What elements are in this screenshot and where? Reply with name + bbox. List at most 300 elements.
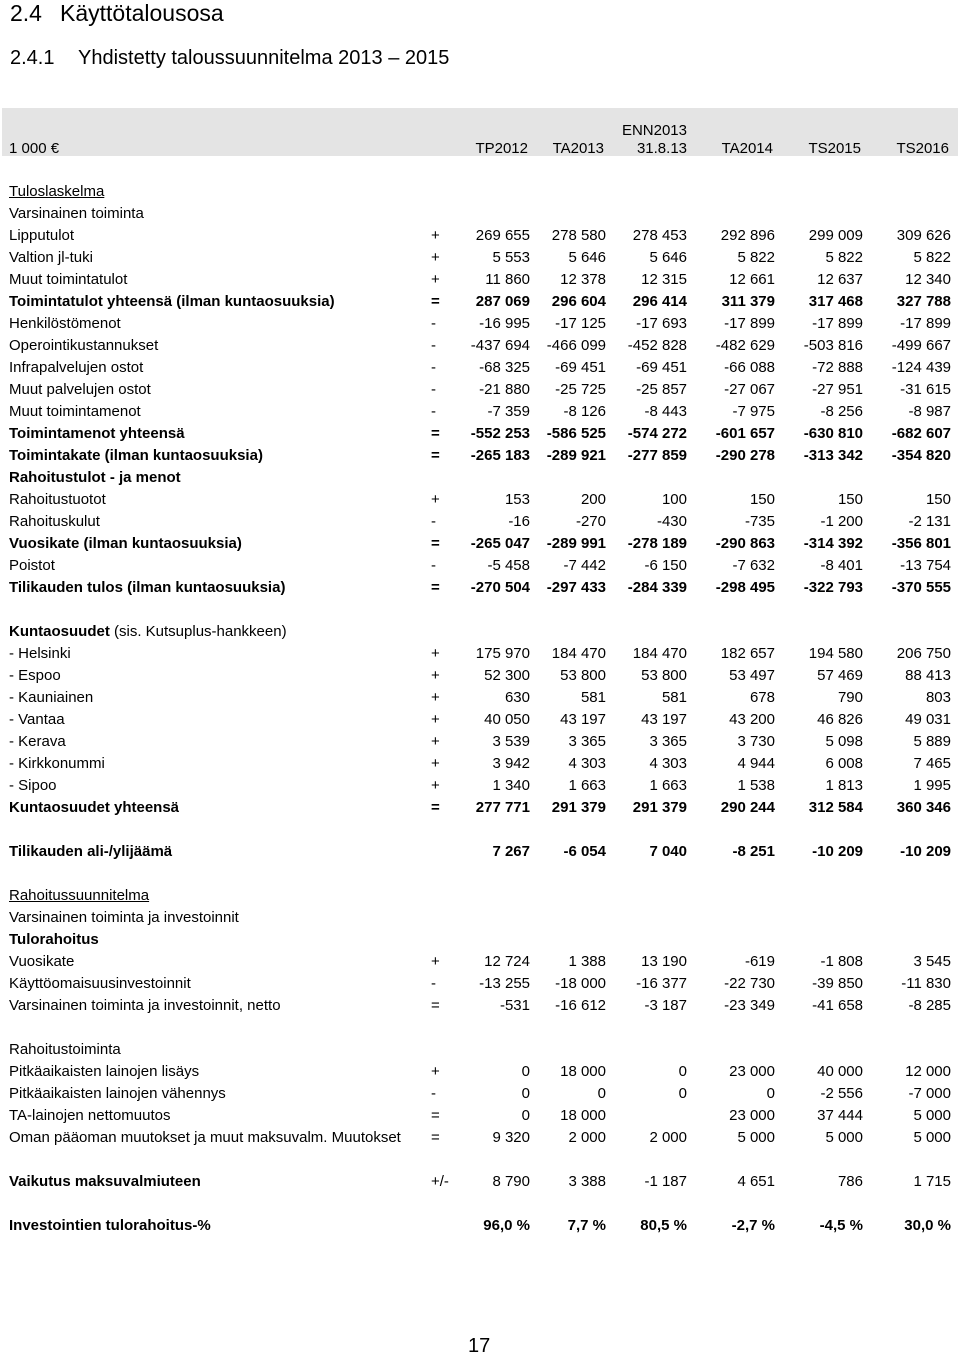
table-row xyxy=(0,1171,960,1193)
row-value: 3 730 xyxy=(737,733,775,750)
row-value: 150 xyxy=(749,491,775,508)
row-value: -277 859 xyxy=(627,447,687,464)
row-operator: - xyxy=(431,337,436,354)
row-value: 7,7 % xyxy=(567,1217,606,1234)
row-label xyxy=(9,247,93,269)
row-value: 278 580 xyxy=(551,227,606,244)
col-header-ts2015: TS2015 xyxy=(808,140,861,157)
row-value: 184 470 xyxy=(632,645,687,662)
row-value: 3 539 xyxy=(492,733,530,750)
row-value: -482 629 xyxy=(715,337,775,354)
row-value: -27 067 xyxy=(724,381,775,398)
row-value: 0 xyxy=(521,1063,530,1080)
row-value: 182 657 xyxy=(720,645,775,662)
row-value: -17 899 xyxy=(724,315,775,332)
row-value: -552 253 xyxy=(470,425,530,442)
row-value: -682 607 xyxy=(891,425,951,442)
row-value: -278 189 xyxy=(627,535,687,552)
row-value: -8 443 xyxy=(644,403,687,420)
row-value: -6 150 xyxy=(644,557,687,574)
row-value: 291 379 xyxy=(632,799,687,816)
row-value: 23 000 xyxy=(729,1063,775,1080)
row-operator: - xyxy=(431,975,436,992)
row-label xyxy=(9,1127,401,1149)
row-operator: = xyxy=(431,425,440,442)
row-label xyxy=(9,709,65,731)
row-value: -8 285 xyxy=(908,997,951,1014)
row-value: 7 267 xyxy=(492,843,530,860)
row-value: -430 xyxy=(656,513,687,530)
row-value: -298 495 xyxy=(715,579,775,596)
section-heading xyxy=(10,0,224,28)
table-row xyxy=(0,511,960,533)
row-value: 53 800 xyxy=(641,667,687,684)
row-label-text: Varsinainen toiminta xyxy=(9,205,144,222)
row-value: -265 183 xyxy=(470,447,530,464)
row-operator: + xyxy=(431,689,440,706)
row-value: -574 272 xyxy=(627,425,687,442)
row-value: 53 497 xyxy=(729,667,775,684)
row-value: 317 468 xyxy=(808,293,863,310)
row-value: 278 453 xyxy=(632,227,687,244)
row-value: 57 469 xyxy=(817,667,863,684)
row-value: -290 863 xyxy=(715,535,775,552)
row-label xyxy=(9,643,71,665)
row-value: -17 693 xyxy=(636,315,687,332)
row-value: 290 244 xyxy=(720,799,775,816)
row-value: -270 504 xyxy=(470,579,530,596)
row-label-text: - Helsinki xyxy=(9,645,71,662)
row-value: 287 069 xyxy=(475,293,530,310)
row-value: -370 555 xyxy=(891,579,951,596)
row-value: 277 771 xyxy=(475,799,530,816)
row-value: 153 xyxy=(504,491,530,508)
row-value: -2 131 xyxy=(908,513,951,530)
row-value: -69 451 xyxy=(555,359,606,376)
row-operator: + xyxy=(431,227,440,244)
row-value: -289 921 xyxy=(546,447,606,464)
row-value: -10 209 xyxy=(812,843,863,860)
row-value: -66 088 xyxy=(724,359,775,376)
row-value: 37 444 xyxy=(817,1107,863,1124)
row-label xyxy=(9,489,106,511)
table-row xyxy=(0,885,960,907)
table-row xyxy=(0,687,960,709)
row-value: -289 991 xyxy=(546,535,606,552)
row-value: -16 377 xyxy=(636,975,687,992)
row-label xyxy=(9,665,61,687)
row-value: -16 xyxy=(508,513,530,530)
row-operator: = xyxy=(431,535,440,552)
row-label xyxy=(9,731,66,753)
row-value: 12 637 xyxy=(817,271,863,288)
table-row xyxy=(0,1105,960,1127)
table-row xyxy=(0,203,960,225)
section-number: 2.4 xyxy=(10,0,42,26)
row-value: 5 098 xyxy=(825,733,863,750)
row-label xyxy=(9,335,158,357)
row-value: -1 200 xyxy=(820,513,863,530)
row-label xyxy=(9,577,285,599)
row-value: -4,5 % xyxy=(819,1217,863,1234)
table-row xyxy=(0,379,960,401)
row-operator: + xyxy=(431,645,440,662)
row-value: -601 657 xyxy=(715,425,775,442)
row-value: 5 646 xyxy=(649,249,687,266)
row-value: 1 995 xyxy=(913,777,951,794)
row-value: -322 793 xyxy=(803,579,863,596)
row-value: 49 031 xyxy=(905,711,951,728)
row-value: 206 750 xyxy=(896,645,951,662)
row-operator: + xyxy=(431,667,440,684)
row-label-text: Muut palvelujen ostot xyxy=(9,381,151,398)
row-value: 150 xyxy=(837,491,863,508)
row-label-text: Henkilöstömenot xyxy=(9,315,121,332)
row-value: 23 000 xyxy=(729,1107,775,1124)
row-label-text: Rahoitustulot - ja menot xyxy=(9,469,181,486)
row-value: -586 525 xyxy=(546,425,606,442)
row-label-text: Pitkäaikaisten lainojen vähennys xyxy=(9,1085,226,1102)
section-title: Käyttötalousosa xyxy=(60,0,224,26)
row-label xyxy=(9,423,185,445)
row-label-text: Vuosikate (ilman kuntaosuuksia) xyxy=(9,535,242,552)
row-value: 52 300 xyxy=(484,667,530,684)
row-value: 88 413 xyxy=(905,667,951,684)
row-label-note: (sis. Kutsuplus-hankkeen) xyxy=(109,623,287,640)
row-operator: - xyxy=(431,359,436,376)
row-label xyxy=(9,1105,170,1127)
row-value: 9 320 xyxy=(492,1129,530,1146)
table-row xyxy=(0,929,960,951)
row-label xyxy=(9,621,287,643)
row-value: 7 465 xyxy=(913,755,951,772)
row-operator: + xyxy=(431,491,440,508)
subsection-heading xyxy=(10,44,449,72)
table-row xyxy=(0,621,960,643)
row-value: 12 000 xyxy=(905,1063,951,1080)
row-value: 12 340 xyxy=(905,271,951,288)
row-operator: - xyxy=(431,557,436,574)
table-row xyxy=(0,973,960,995)
row-label-text: Tilikauden tulos (ilman kuntaosuuksia) xyxy=(9,579,286,596)
row-value: -8 126 xyxy=(563,403,606,420)
table-row xyxy=(0,489,960,511)
row-value: 1 663 xyxy=(568,777,606,794)
row-value: 291 379 xyxy=(551,799,606,816)
row-value: 0 xyxy=(678,1063,687,1080)
subsection-number: 2.4.1 xyxy=(10,47,55,69)
row-value: 790 xyxy=(837,689,863,706)
table-row xyxy=(0,1061,960,1083)
row-value: 309 626 xyxy=(896,227,951,244)
row-operator: + xyxy=(431,755,440,772)
row-value: 296 604 xyxy=(551,293,606,310)
row-value: 3 365 xyxy=(568,733,606,750)
row-operator: +/- xyxy=(431,1173,449,1190)
table-row xyxy=(0,753,960,775)
row-label xyxy=(9,753,105,775)
row-label xyxy=(9,555,55,577)
row-value: -68 325 xyxy=(479,359,530,376)
row-value: -354 820 xyxy=(891,447,951,464)
row-label-text: - Kauniainen xyxy=(9,689,94,706)
row-label-text: Lipputulot xyxy=(9,227,75,244)
row-label-text: Tulorahoitus xyxy=(9,931,99,948)
row-value: 4 944 xyxy=(737,755,775,772)
row-value: 5 000 xyxy=(913,1107,951,1124)
row-value: 0 xyxy=(766,1085,775,1102)
row-label xyxy=(9,533,242,555)
row-value: -452 828 xyxy=(627,337,687,354)
row-value: -297 433 xyxy=(546,579,606,596)
row-value: 12 315 xyxy=(641,271,687,288)
table-row xyxy=(0,665,960,687)
row-label-text: Kuntaosuudet yhteensä xyxy=(9,799,180,816)
col-header-enn2013: ENN2013 xyxy=(621,122,687,139)
row-value: -270 xyxy=(575,513,606,530)
row-operator: + xyxy=(431,733,440,750)
row-label xyxy=(9,995,281,1017)
row-value: 581 xyxy=(580,689,606,706)
row-value: 5 822 xyxy=(825,249,863,266)
row-value: -503 816 xyxy=(803,337,863,354)
table-row xyxy=(0,247,960,269)
row-label-text: Operointikustannukset xyxy=(9,337,159,354)
row-value: 630 xyxy=(504,689,530,706)
row-value: 5 000 xyxy=(825,1129,863,1146)
row-value: -17 899 xyxy=(812,315,863,332)
table-row xyxy=(0,423,960,445)
col-header-enn-date: 31.8.13 xyxy=(636,140,687,157)
row-value: -7 975 xyxy=(732,403,775,420)
row-operator: = xyxy=(431,1107,440,1124)
row-label xyxy=(9,357,143,379)
table-row xyxy=(0,775,960,797)
row-value: 1 388 xyxy=(568,953,606,970)
row-value: 299 009 xyxy=(808,227,863,244)
row-value: 5 822 xyxy=(737,249,775,266)
col-header-tp2012: TP2012 xyxy=(475,140,528,157)
row-value: 43 200 xyxy=(729,711,775,728)
row-value: -39 850 xyxy=(812,975,863,992)
row-label xyxy=(9,907,239,929)
row-value: 30,0 % xyxy=(904,1217,951,1234)
row-value: 0 xyxy=(521,1107,530,1124)
row-value: -2 556 xyxy=(820,1085,863,1102)
row-value: 1 663 xyxy=(649,777,687,794)
row-operator: - xyxy=(431,315,436,332)
row-value: 0 xyxy=(597,1085,606,1102)
row-label-text: Vaikutus maksuvalmiuteen xyxy=(9,1173,201,1190)
row-label xyxy=(9,181,104,203)
row-value: 7 040 xyxy=(649,843,687,860)
row-operator: = xyxy=(431,997,440,1014)
table-row xyxy=(0,533,960,555)
row-label-text: Vuosikate xyxy=(9,953,75,970)
row-value: -466 099 xyxy=(546,337,606,354)
table-row xyxy=(0,951,960,973)
row-operator: + xyxy=(431,1063,440,1080)
row-value: -27 951 xyxy=(812,381,863,398)
table-row xyxy=(0,1215,960,1237)
row-value: -13 754 xyxy=(900,557,951,574)
row-value: -16 612 xyxy=(555,997,606,1014)
row-value: 184 470 xyxy=(551,645,606,662)
row-value: 100 xyxy=(661,491,687,508)
row-label xyxy=(9,951,74,973)
row-label-text: Valtion jl-tuki xyxy=(9,249,93,266)
row-value: 40 050 xyxy=(484,711,530,728)
row-value: -8 987 xyxy=(908,403,951,420)
row-label-text: Rahoitustuotot xyxy=(9,491,106,508)
row-label-text: - Vantaa xyxy=(9,711,65,728)
row-value: 4 303 xyxy=(568,755,606,772)
row-operator: = xyxy=(431,447,440,464)
row-value: -313 342 xyxy=(803,447,863,464)
row-value: -69 451 xyxy=(636,359,687,376)
row-value: -17 125 xyxy=(555,315,606,332)
row-label xyxy=(9,445,263,467)
row-label xyxy=(9,775,57,797)
row-value: 12 378 xyxy=(560,271,606,288)
row-label xyxy=(9,1171,201,1193)
row-value: -22 730 xyxy=(724,975,775,992)
row-value: 46 826 xyxy=(817,711,863,728)
row-value: 43 197 xyxy=(560,711,606,728)
row-value: -21 880 xyxy=(479,381,530,398)
row-value: -7 000 xyxy=(908,1085,951,1102)
row-value: 786 xyxy=(837,1173,863,1190)
table-row xyxy=(0,995,960,1017)
row-value: -18 000 xyxy=(555,975,606,992)
row-value: 3 942 xyxy=(492,755,530,772)
row-value: 581 xyxy=(661,689,687,706)
row-value: -437 694 xyxy=(470,337,530,354)
table-row xyxy=(0,643,960,665)
row-label-text: - Sipoo xyxy=(9,777,57,794)
row-label xyxy=(9,1061,199,1083)
row-label xyxy=(9,401,141,423)
row-operator: + xyxy=(431,271,440,288)
row-operator: + xyxy=(431,953,440,970)
row-value: -13 255 xyxy=(479,975,530,992)
table-row xyxy=(0,841,960,863)
row-label-text: Varsinainen toiminta ja investoinnit xyxy=(9,909,239,926)
row-value: -7 632 xyxy=(732,557,775,574)
row-value: -7 359 xyxy=(487,403,530,420)
row-operator: - xyxy=(431,1085,436,1102)
row-value: -124 439 xyxy=(891,359,951,376)
row-value: 96,0 % xyxy=(483,1217,530,1234)
row-value: 327 788 xyxy=(896,293,951,310)
row-value: 292 896 xyxy=(720,227,775,244)
row-value: 13 190 xyxy=(641,953,687,970)
row-operator: = xyxy=(431,799,440,816)
row-value: 311 379 xyxy=(721,293,775,310)
row-operator: = xyxy=(431,579,440,596)
table-row xyxy=(0,797,960,819)
table-row xyxy=(0,291,960,313)
row-value: 12 661 xyxy=(729,271,775,288)
row-value: -3 187 xyxy=(644,997,687,1014)
row-value: -16 995 xyxy=(479,315,530,332)
row-value: -735 xyxy=(744,513,775,530)
row-value: 296 414 xyxy=(632,293,687,310)
row-value: -7 442 xyxy=(563,557,606,574)
row-label-text: Kuntaosuudet xyxy=(9,623,110,640)
table-row xyxy=(0,1039,960,1061)
table-row xyxy=(0,467,960,489)
row-operator: = xyxy=(431,1129,440,1146)
row-value: -11 830 xyxy=(901,975,951,992)
table-row xyxy=(0,731,960,753)
table-row xyxy=(0,401,960,423)
row-label xyxy=(9,885,149,907)
col-header-ts2016: TS2016 xyxy=(896,140,949,157)
row-value: -356 801 xyxy=(891,535,951,552)
row-value: 5 646 xyxy=(568,249,606,266)
row-label-text: Tuloslaskelma xyxy=(9,183,105,200)
row-label-text: Pitkäaikaisten lainojen lisäys xyxy=(9,1063,200,1080)
row-label xyxy=(9,379,151,401)
row-label xyxy=(9,929,99,951)
row-value: 1 340 xyxy=(492,777,530,794)
row-operator: - xyxy=(431,513,436,530)
row-label xyxy=(9,973,191,995)
row-value: 150 xyxy=(925,491,951,508)
row-value: -6 054 xyxy=(563,843,606,860)
row-value: 43 197 xyxy=(641,711,687,728)
col-header-ta2014: TA2014 xyxy=(721,140,773,157)
row-value: 18 000 xyxy=(560,1107,606,1124)
row-value: -284 339 xyxy=(627,579,687,596)
row-label xyxy=(9,1083,226,1105)
table-row xyxy=(0,225,960,247)
row-value: 200 xyxy=(580,491,606,508)
row-value: 8 790 xyxy=(492,1173,530,1190)
row-label-text: - Espoo xyxy=(9,667,61,684)
row-value: -25 857 xyxy=(636,381,687,398)
row-label xyxy=(9,225,74,247)
row-value: -2,7 % xyxy=(731,1217,775,1234)
row-label-text: Investointien tulorahoitus-% xyxy=(9,1217,211,1234)
row-label xyxy=(9,203,144,225)
row-label-text: Oman pääoman muutokset ja muut maksuvalm. Muutokset xyxy=(9,1129,401,1146)
row-value: -630 810 xyxy=(803,425,863,442)
row-value: -1 808 xyxy=(820,953,863,970)
row-value: 194 580 xyxy=(808,645,863,662)
row-label-text: Muut toimintamenot xyxy=(9,403,141,420)
row-value: 4 651 xyxy=(737,1173,775,1190)
row-value: 40 000 xyxy=(817,1063,863,1080)
row-value: 5 000 xyxy=(913,1129,951,1146)
row-label xyxy=(9,269,127,291)
row-value: 12 724 xyxy=(484,953,530,970)
row-operator: + xyxy=(431,711,440,728)
row-value: 2 000 xyxy=(568,1129,606,1146)
row-label xyxy=(9,841,172,863)
row-label-text: TA-lainojen nettomuutos xyxy=(9,1107,171,1124)
row-operator: + xyxy=(431,777,440,794)
row-operator: - xyxy=(431,381,436,398)
row-value: 1 715 xyxy=(913,1173,951,1190)
row-value: 5 889 xyxy=(913,733,951,750)
row-value: 1 538 xyxy=(737,777,775,794)
unit-label: 1 000 € xyxy=(9,140,60,157)
row-value: 678 xyxy=(749,689,775,706)
row-label-text: Tilikauden ali-/ylijäämä xyxy=(9,843,173,860)
row-value: -17 899 xyxy=(900,315,951,332)
